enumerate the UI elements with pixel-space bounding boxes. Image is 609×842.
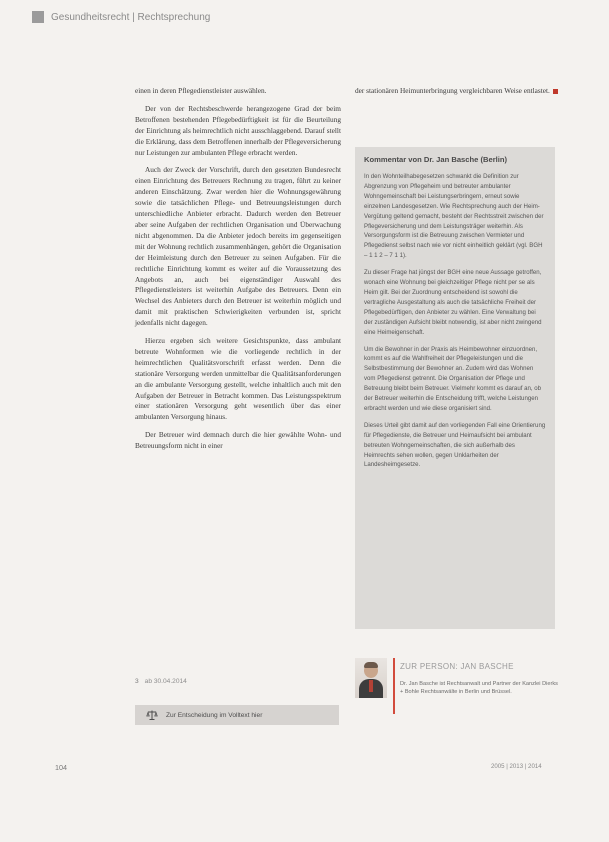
comment-box xyxy=(355,147,555,629)
scales-icon xyxy=(146,709,158,721)
accent-bar xyxy=(393,658,395,714)
comment-paragraph: Dieses Urteil gibt damit auf den vorliegenden Fall eine Orientierung für Pflegedienste, die Betreuer und Heimaufsicht bei ambulant betreuten Wohngemeinschaften, die sich außerhalb des Heimrechts sehen wollen, gegen Unklarheiten der Landesheimgesetze. xyxy=(364,421,546,469)
issue-folio: 2005 | 2013 | 2014 xyxy=(491,763,542,770)
comment-title: Kommentar von Dr. Jan Basche (Berlin) xyxy=(364,155,508,164)
author-description: Dr. Jan Basche ist Rechtsanwalt und Partner der Kanzlei Dierks + Bohle Rechtsanwälte in Berlin und Brüssel. xyxy=(400,681,558,695)
footnote-number: 3 xyxy=(135,678,139,685)
section-title: Gesundheitsrecht | Rechtsprechung xyxy=(51,11,211,23)
full-text-link[interactable] xyxy=(135,705,339,725)
comment-paragraph: Um die Bewohner in der Praxis als Heimbewohner einzuordnen, kommt es auf die Wahlfreiheit der Pflegeleistungen und die Selbstbestimmung der Bewohner an. Zudem wird das Wohnen vom Pflegedienst getrennt. Die Organisation der Pflege und Betreuung bleibt beim Betreuer. Vielmehr kommt es darauf an, ob der Betreuer weiterhin die Entscheidung trifft, welche Leistungen erbracht werden und wie diese organisiert sind. xyxy=(364,345,542,412)
footnote xyxy=(135,678,187,685)
full-text-link-label: Zur Entscheidung im Volltext hier xyxy=(166,711,263,719)
portrait-photo-icon xyxy=(355,658,387,698)
article-right-column xyxy=(355,86,573,97)
article-paragraph: Hierzu ergeben sich weitere Gesichtspunkte, dass ambulant betreute Wohnformen wie die vorliegende rechtlich in der heimrechtlichen Qualitätsvorschrift erfasst werden. Denn die stationäre Versorgung werden unmittelbar die Qualitätsanforderungen an die ambulante Versorgung gestellt, welche inhaltlich auch mit den Aufgaben der Betreuer in Betracht kommen. Das Leistungsspektrum einer stationären Versorgung geht wesentlich über das einer ambulanten Versorgung hinaus. xyxy=(135,336,341,422)
article-paragraph: einen in deren Pflegedienstleister auswählen. xyxy=(135,86,267,95)
square-marker-icon xyxy=(32,11,44,23)
comment-paragraph: Zu dieser Frage hat jüngst der BGH eine neue Aussage getroffen, wonach eine Wohnung bei gleichzeitiger Pflege nicht per se als Heim gilt. Bei der Zuordnung entscheidend ist sowohl die vertragliche Ausgestaltung als auch die tatsächliche Freiheit der Pflegebedürftigen, den Anbieter zu wählen. Eine Verwaltung bei der zuständigen Aufsicht bleibt notwendig, ist aber nicht zwingend eine Heimeigenschaft. xyxy=(364,269,542,336)
page-number: 104 xyxy=(55,763,67,772)
article-paragraph: Auch der Zweck der Vorschrift, durch den gesetzten Bundesrecht einen Einrichtung des Betreuers Rechnung zu tragen, führt zu keiner anderen Einschätzung. Zwar werden hier die Wohnungsgewährung sowie die tatsächlichen Pflege- und Betreuungsleistungen durch unterschiedliche Anbieter erbracht. Dadurch werden den Betreuer aber seine Aufgaben der rechtlichen Organisation und Überwachung nicht abgenommen. Da die Anbieter jedoch bereits im gegenseitigen mit der Wohnung rechtlich zusammenhängen, gehört die Organisation der Heimleistung durch den Betreuer zu seinen Aufgaben. Für die rechtliche Einrichtung kommt es weiter auf die Voraussetzung des Angebots an, auch bei eigenständiger Auswahl des Pflegedienstleisters ist weiterhin Aufgabe des Betreuers. Denn ein Wechsel des Anbieters durch den Betreuer ist weiterhin möglich und damit mit praktischen Schwierigkeiten verbunden ist, spricht jedenfalls nicht dagegen. xyxy=(135,165,341,328)
end-of-article-icon xyxy=(553,89,558,94)
author-box xyxy=(355,658,565,718)
comment-paragraph: In den Wohnteilhabegesetzen schwankt die Definition zur Abgrenzung von Pflegeheim und betreuter ambulanter Wohngemeinschaft bei Leistungserbringern, erneut sowie einzelnen Landesgesetzen. Wie Rechtsprechung auch der Heim-Vergütung geltend gemacht, besteht der Rechtsstreit zwischen der Pflegeversicherung und dem Leistungsträger weiterhin. Als Versorgungsform ist die Betreuung zwischen Vermieter und Pflegedienst selbst nach wie vor nicht einheitlich geklärt (vgl. BGH – 1 1 2 – 7 1 1). xyxy=(364,173,544,260)
article-tail-text: der stationären Heimunterbringung vergleichbaren Weise entlastet. xyxy=(355,86,550,95)
article-left-column xyxy=(135,86,341,459)
article-paragraph: Der von der Rechtsbeschwerde herangezogene Grad der beim Betroffenen bestehenden Pflegebedürftigkeit ist für die Beurteilung der Einrichtung als heimrechtlich nicht ausschlaggebend. Darauf stellt die Erklärung, dass dem Betroffenen innerhalb der Pflegeversicherung nur Leistungen zur ambulanten Pflege erbracht werden. xyxy=(135,103,341,157)
page-header xyxy=(32,8,210,26)
author-heading: ZUR PERSON: JAN BASCHE xyxy=(400,662,514,671)
footnote-text: ab 30.04.2014 xyxy=(144,678,187,685)
article-paragraph: Der Betreuer wird demnach durch die hier gewählte Wohn- und Betreuungsform nicht in einer xyxy=(135,430,341,451)
article-paragraph-end xyxy=(355,86,573,97)
